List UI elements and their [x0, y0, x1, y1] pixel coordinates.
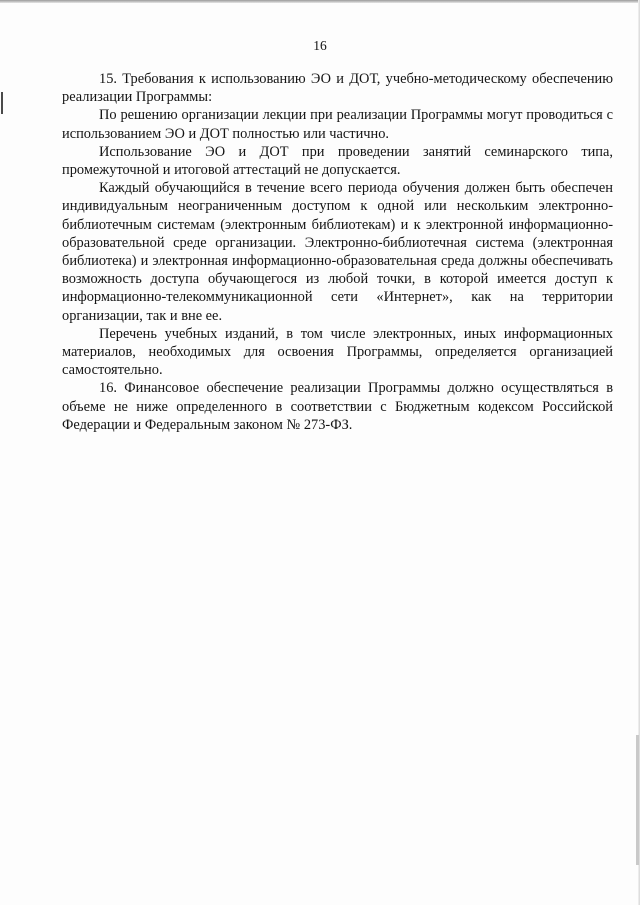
paragraph-lectures: По решению организации лекции при реализации Программы могут проводиться с использованием ЭО и ДОТ полностью или частично.	[62, 107, 613, 142]
scan-mark-right	[636, 735, 639, 865]
paragraph-section-16-financing: 16. Финансовое обеспечение реализации Программы должно осуществляться в объеме не ниже определенного в соответствии с Бюджетным кодексом Российской Федерации и Федеральным законом № 273-ФЗ.	[62, 380, 613, 433]
page-number: 16	[313, 38, 327, 53]
scan-mark-left	[1, 92, 3, 114]
paragraph-section-15-heading: 15. Требования к использованию ЭО и ДОТ, учебно-методическому обеспечению реализации Программы:	[62, 71, 613, 106]
document-body	[62, 70, 613, 434]
paragraph-publications: Перечень учебных изданий, в том числе электронных, иных информационных материалов, необходимых для освоения Программы, определяется организацией самостоятельно.	[62, 325, 613, 379]
paragraph-library-access: Каждый обучающийся в течение всего периода обучения должен быть обеспечен индивидуальным неограниченным доступом к одной или нескольким электронно-библиотечным системам (электронным библиотекам) и к электронной информационно-образовательной среде организации. Электронно-библиотечная система (электронная библиотека) и электронная информационно-образовательная среда должны обеспечивать возможность доступа обучающегося из любой точки, в которой имеется доступ к информационно-телекоммуникационной сети «Интернет», как на территории организации, так и вне ее.	[62, 180, 613, 324]
paragraph-seminars: Использование ЭО и ДОТ при проведении занятий семинарского типа, промежуточной и итоговой аттестаций не допускается.	[62, 143, 613, 179]
scan-edge-top	[0, 0, 640, 3]
